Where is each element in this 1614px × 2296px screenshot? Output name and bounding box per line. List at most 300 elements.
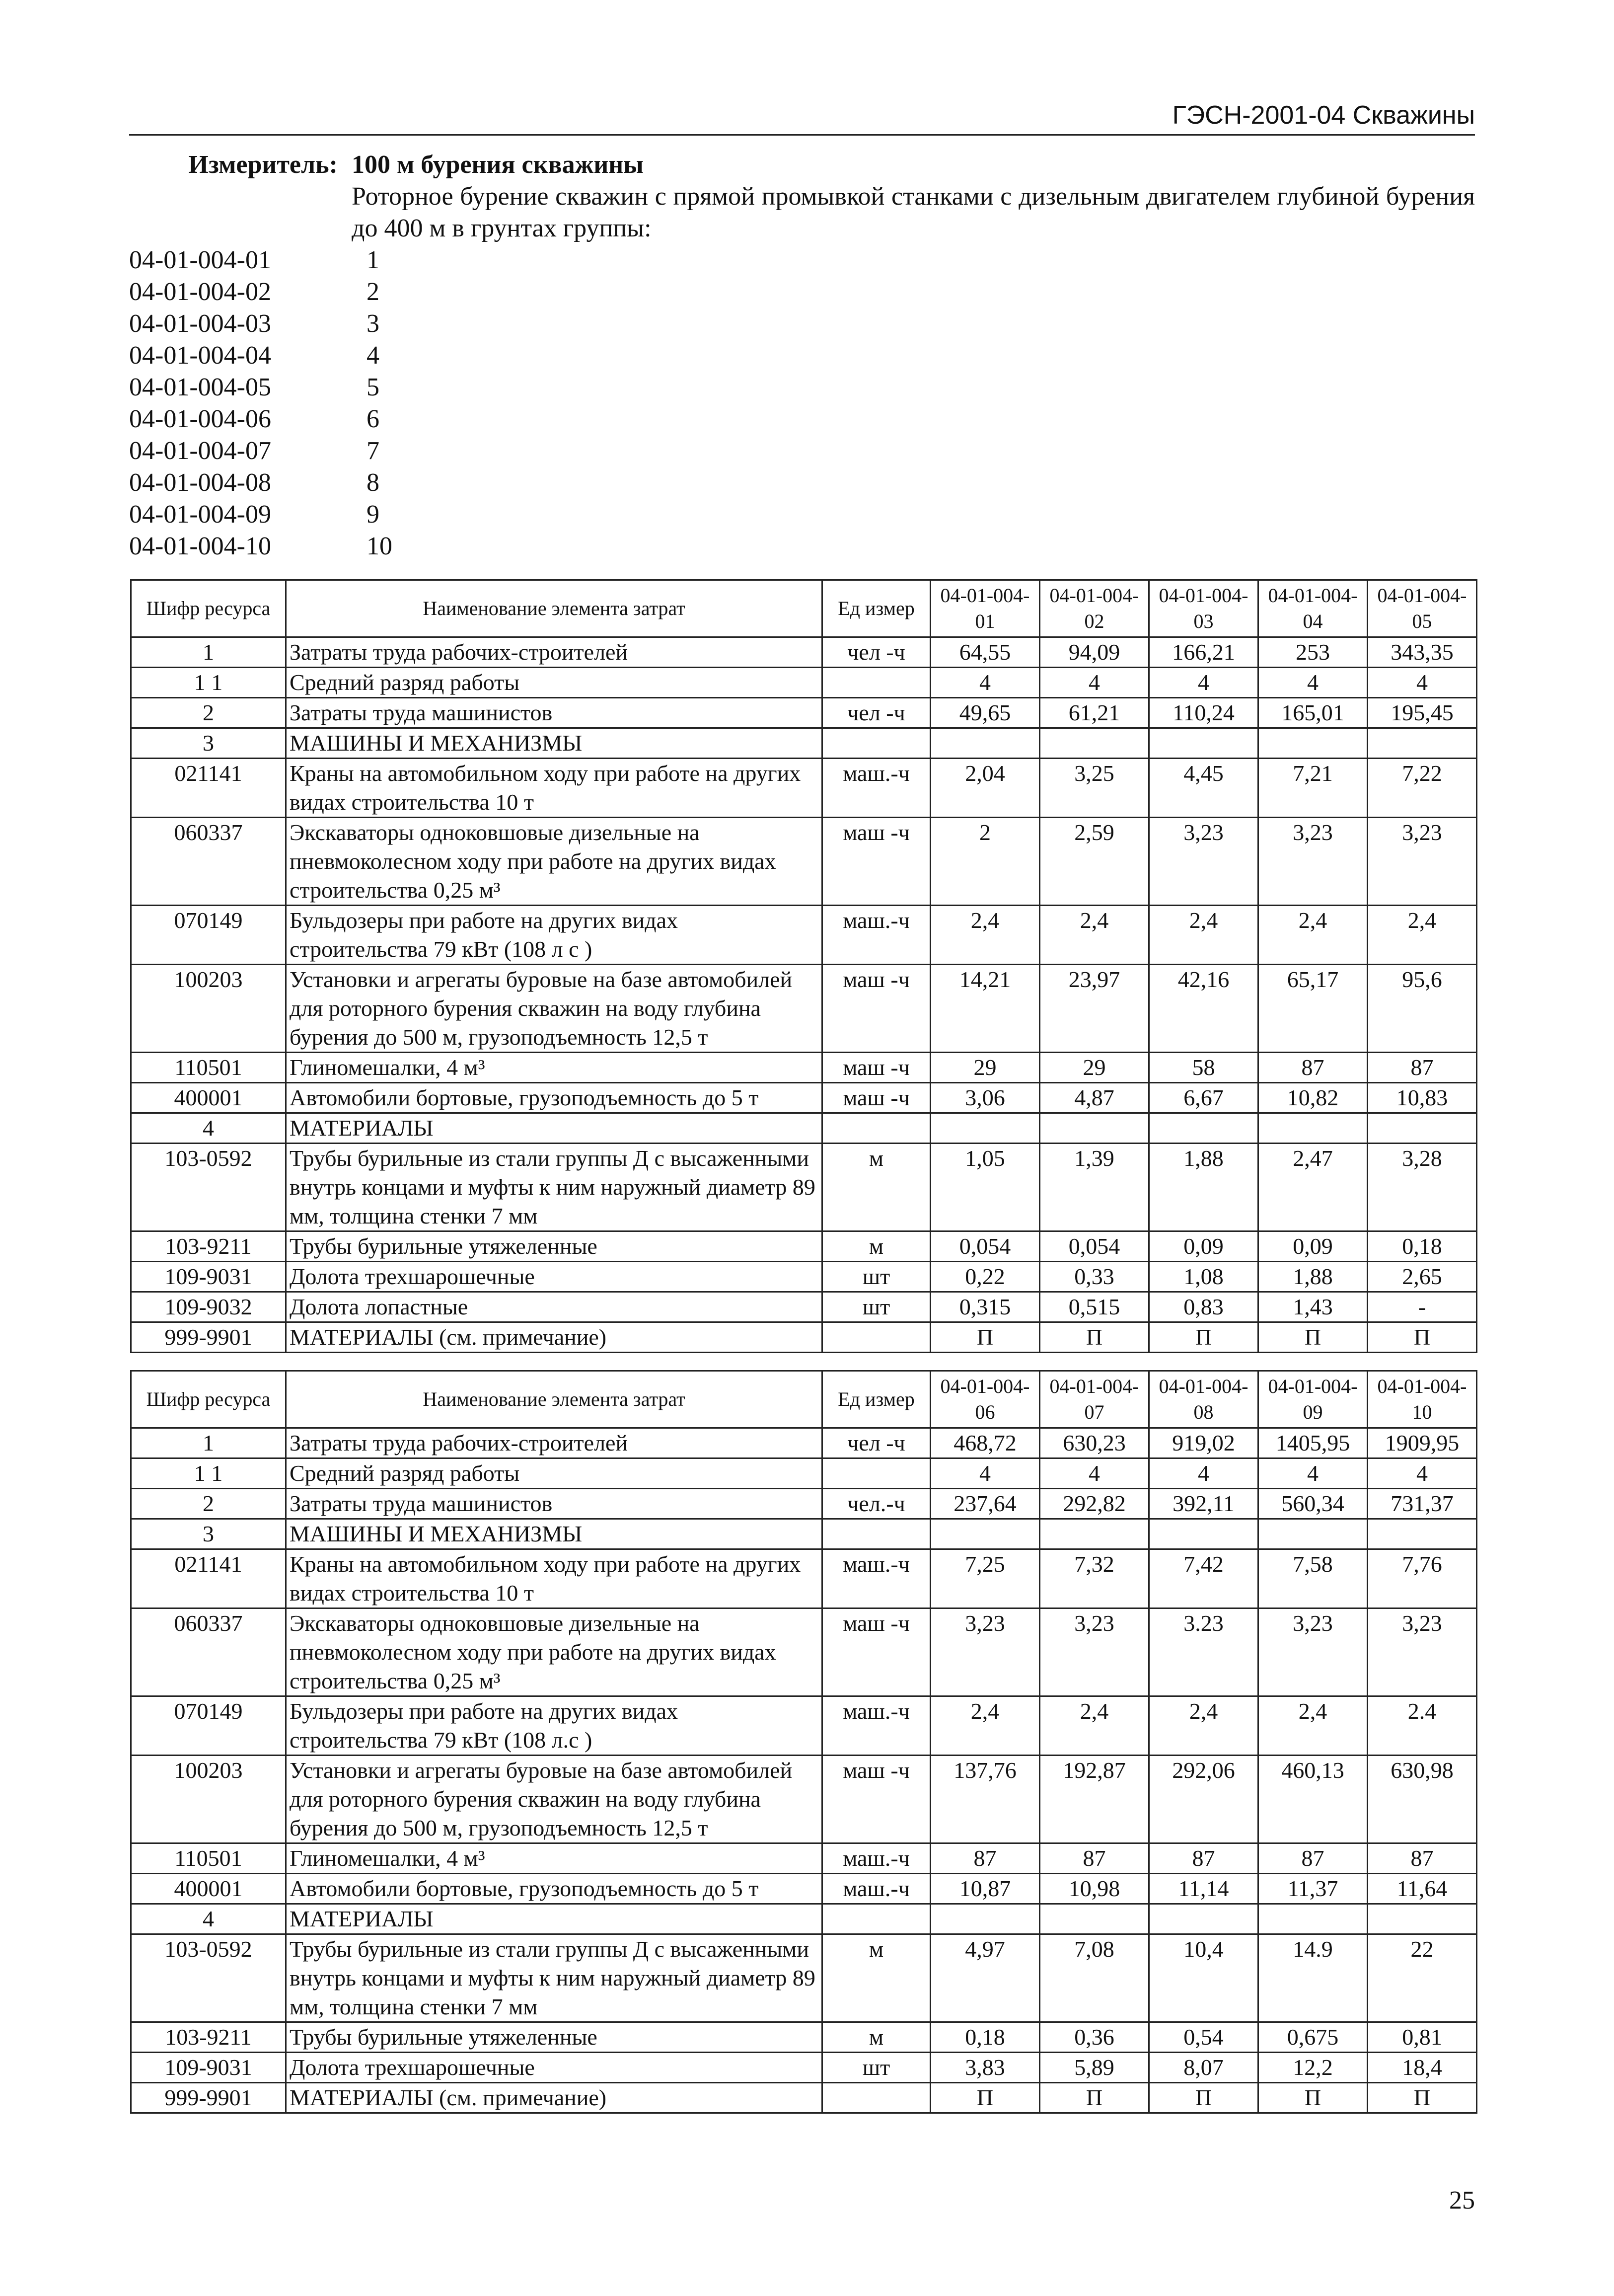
resource-row xyxy=(131,965,1477,1053)
resource-name: МАШИНЫ И МЕХАНИЗМЫ xyxy=(286,1519,822,1549)
resource-value: 87 xyxy=(1258,1053,1368,1083)
running-header xyxy=(129,99,1475,136)
resource-row xyxy=(131,1231,1477,1262)
resource-name: Краны на автомобильном ходу при работе на других видах строительства 10 т xyxy=(286,1549,822,1608)
resource-value: 3,23 xyxy=(1258,818,1368,906)
resource-value: 0,09 xyxy=(1258,1231,1368,1262)
resource-unit: шт xyxy=(822,2053,931,2083)
resource-unit: м xyxy=(822,1231,931,1262)
resource-unit xyxy=(822,728,931,759)
resource-name: Установки и агрегаты буровые на базе автомобилей для роторного бурения скважин на воду глубина бурения до 500 м, грузоподъемность 12,5 т xyxy=(286,965,822,1053)
resource-name: Долота лопастные xyxy=(286,1292,822,1322)
resource-value: 61,21 xyxy=(1040,698,1149,728)
resource-value: 2 xyxy=(931,818,1040,906)
resource-code: 021141 xyxy=(131,1549,286,1608)
intro-block xyxy=(129,149,1475,244)
resource-name: Затраты труда машинистов xyxy=(286,1489,822,1519)
resource-value: П xyxy=(1149,1322,1258,1353)
resource-value: 468,72 xyxy=(931,1428,1040,1458)
resource-value xyxy=(1258,728,1368,759)
resource-unit: чел -ч xyxy=(822,637,931,668)
resource-unit: маш -ч xyxy=(822,1053,931,1083)
resource-code: 3 xyxy=(131,1519,286,1549)
resource-value: 4 xyxy=(1040,1458,1149,1489)
resource-value: 0,315 xyxy=(931,1292,1040,1322)
resource-value xyxy=(931,1113,1040,1144)
soil-group: 1 xyxy=(367,246,379,274)
resource-value: 2,4 xyxy=(1149,906,1258,965)
norm-code: 04-01-004-10 xyxy=(129,532,271,560)
header-norm-code: 04-01-004-05 xyxy=(1368,580,1477,637)
resource-name: Трубы бурильные из стали группы Д с высаженными внутрь концами и муфты к ним наружный диаметр 89 мм, толщина стенки 7 мм xyxy=(286,1144,822,1231)
resource-value: 3,83 xyxy=(931,2053,1040,2083)
resource-value: 3.23 xyxy=(1149,1608,1258,1696)
code-list-item xyxy=(129,499,392,531)
resource-code: 109-9032 xyxy=(131,1292,286,1322)
resource-value xyxy=(1040,1904,1149,1934)
resource-value: 3,28 xyxy=(1368,1144,1477,1231)
resource-code: 1 1 xyxy=(131,668,286,698)
resource-row xyxy=(131,1428,1477,1458)
header-name: Наименование элемента затрат xyxy=(286,580,822,637)
header-unit: Ед измер xyxy=(822,1371,931,1428)
document-title: ГЭСН-2001-04 Скважины xyxy=(1172,101,1475,130)
resource-unit: маш -ч xyxy=(822,1756,931,1843)
resource-code: 1 xyxy=(131,1428,286,1458)
norm-code: 04-01-004-07 xyxy=(129,437,271,465)
resource-name: Долота трехшарошечные xyxy=(286,1262,822,1292)
resource-row xyxy=(131,1608,1477,1696)
resource-code: 999-9901 xyxy=(131,1322,286,1353)
resource-code: 100203 xyxy=(131,965,286,1053)
resource-row xyxy=(131,1934,1477,2022)
code-list-item xyxy=(129,372,392,403)
resource-value: 7,58 xyxy=(1258,1549,1368,1608)
resource-row xyxy=(131,1756,1477,1843)
resource-name: Трубы бурильные из стали группы Д с высаженными внутрь концами и муфты к ним наружный диаметр 89 мм, толщина стенки 7 мм xyxy=(286,1934,822,2022)
resource-value: 11,37 xyxy=(1258,1874,1368,1904)
resource-value: 3,25 xyxy=(1040,759,1149,818)
resource-value: 292,06 xyxy=(1149,1756,1258,1843)
resource-value: 1,08 xyxy=(1149,1262,1258,1292)
resource-value: 237,64 xyxy=(931,1489,1040,1519)
resource-row xyxy=(131,1843,1477,1874)
resource-row xyxy=(131,1083,1477,1113)
resource-code: 999-9901 xyxy=(131,2083,286,2113)
resource-value xyxy=(1368,1904,1477,1934)
resource-name: МАТЕРИАЛЫ xyxy=(286,1904,822,1934)
soil-group: 3 xyxy=(367,309,379,338)
resource-value: 4 xyxy=(931,668,1040,698)
resource-value: 42,16 xyxy=(1149,965,1258,1053)
norm-code: 04-01-004-01 xyxy=(129,246,271,274)
resource-name: Установки и агрегаты буровые на базе автомобилей для роторного бурения скважин на воду глубина бурения до 500 м, грузоподъемность 12,5 т xyxy=(286,1756,822,1843)
resource-value xyxy=(1368,1519,1477,1549)
resource-value: 1909,95 xyxy=(1368,1428,1477,1458)
soil-group: 5 xyxy=(367,373,379,401)
resource-name: МАТЕРИАЛЫ (см. примечание) xyxy=(286,2083,822,2113)
resource-value: 4 xyxy=(1368,1458,1477,1489)
norm-code: 04-01-004-02 xyxy=(129,278,271,306)
resource-value xyxy=(1368,728,1477,759)
resource-value: 14,21 xyxy=(931,965,1040,1053)
soil-group: 6 xyxy=(367,405,379,433)
resource-value: 2,4 xyxy=(1149,1696,1258,1756)
resource-value: П xyxy=(1040,1322,1149,1353)
resource-row xyxy=(131,698,1477,728)
header-norm-code: 04-01-004-06 xyxy=(931,1371,1040,1428)
resource-value: 0,675 xyxy=(1258,2022,1368,2053)
resource-value: 11,14 xyxy=(1149,1874,1258,1904)
resource-unit: шт xyxy=(822,1262,931,1292)
resource-name: МАШИНЫ И МЕХАНИЗМЫ xyxy=(286,728,822,759)
resource-name: Затраты труда машинистов xyxy=(286,698,822,728)
resource-unit: м xyxy=(822,1144,931,1231)
resource-name: Трубы бурильные утяжеленные xyxy=(286,2022,822,2053)
resource-value xyxy=(1040,728,1149,759)
resource-row xyxy=(131,2022,1477,2053)
resource-value: 731,37 xyxy=(1368,1489,1477,1519)
resource-value: 0,83 xyxy=(1149,1292,1258,1322)
resource-value: 49,65 xyxy=(931,698,1040,728)
resource-value: 65,17 xyxy=(1258,965,1368,1053)
resource-code: 103-9211 xyxy=(131,2022,286,2053)
header-norm-code: 04-01-004-04 xyxy=(1258,580,1368,637)
resource-value: 6,67 xyxy=(1149,1083,1258,1113)
resource-row xyxy=(131,906,1477,965)
resource-row xyxy=(131,1549,1477,1608)
resource-value xyxy=(1258,1113,1368,1144)
code-list-item xyxy=(129,531,392,562)
resource-value: 87 xyxy=(1368,1053,1477,1083)
resource-code: 400001 xyxy=(131,1083,286,1113)
resource-unit: маш -ч xyxy=(822,1608,931,1696)
resource-unit xyxy=(822,1904,931,1934)
resource-name: МАТЕРИАЛЫ (см. примечание) xyxy=(286,1322,822,1353)
resource-name: Краны на автомобильном ходу при работе на других видах строительства 10 т xyxy=(286,759,822,818)
resource-value: 87 xyxy=(1040,1843,1149,1874)
resource-value: П xyxy=(931,2083,1040,2113)
resource-value: 7,21 xyxy=(1258,759,1368,818)
code-list-item xyxy=(129,244,392,276)
resource-name: Бульдозеры при работе на других видах строительства 79 кВт (108 л с ) xyxy=(286,906,822,965)
resource-value: 0,33 xyxy=(1040,1262,1149,1292)
resource-code: 3 xyxy=(131,728,286,759)
soil-group: 8 xyxy=(367,468,379,497)
resource-value: 2,04 xyxy=(931,759,1040,818)
header-norm-code: 04-01-004-10 xyxy=(1368,1371,1477,1428)
resource-value: 2,4 xyxy=(1040,1696,1149,1756)
resource-value: 2,4 xyxy=(931,906,1040,965)
resource-value xyxy=(1149,1904,1258,1934)
resource-value: 192,87 xyxy=(1040,1756,1149,1843)
resource-row xyxy=(131,2083,1477,2113)
resource-name: Автомобили бортовые, грузоподъемность до 5 т xyxy=(286,1874,822,1904)
resource-row xyxy=(131,1292,1477,1322)
resource-value: 165,01 xyxy=(1258,698,1368,728)
resource-unit xyxy=(822,1519,931,1549)
resource-value: 560,34 xyxy=(1258,1489,1368,1519)
resource-value: 2,47 xyxy=(1258,1144,1368,1231)
resource-name: Трубы бурильные утяжеленные xyxy=(286,1231,822,1262)
resource-code: 4 xyxy=(131,1904,286,1934)
resource-value: 14.9 xyxy=(1258,1934,1368,2022)
resource-value xyxy=(1040,1519,1149,1549)
resource-unit: маш.-ч xyxy=(822,1549,931,1608)
resource-value: 1,43 xyxy=(1258,1292,1368,1322)
code-list-item xyxy=(129,308,392,340)
resource-value xyxy=(1258,1519,1368,1549)
page-number: 25 xyxy=(1449,2186,1475,2215)
resource-name: Автомобили бортовые, грузоподъемность до 5 т xyxy=(286,1083,822,1113)
resource-value xyxy=(1368,1113,1477,1144)
resource-code: 110501 xyxy=(131,1053,286,1083)
resource-row xyxy=(131,818,1477,906)
resource-value: П xyxy=(1149,2083,1258,2113)
resource-unit xyxy=(822,668,931,698)
resource-unit: маш.-ч xyxy=(822,1874,931,1904)
resource-name: Затраты труда рабочих-строителей xyxy=(286,1428,822,1458)
resource-value: 87 xyxy=(931,1843,1040,1874)
resource-value: 630,23 xyxy=(1040,1428,1149,1458)
resource-value: 0,54 xyxy=(1149,2022,1258,2053)
resource-unit xyxy=(822,1113,931,1144)
resource-row xyxy=(131,1489,1477,1519)
resource-value: 3,23 xyxy=(1258,1608,1368,1696)
resource-value: 4,87 xyxy=(1040,1083,1149,1113)
resource-value: 1405,95 xyxy=(1258,1428,1368,1458)
header-norm-code: 04-01-004-01 xyxy=(931,580,1040,637)
resource-row xyxy=(131,1874,1477,1904)
resource-value: 7,32 xyxy=(1040,1549,1149,1608)
resource-value: 0,22 xyxy=(931,1262,1040,1292)
resource-unit: м xyxy=(822,2022,931,2053)
resource-row xyxy=(131,2053,1477,2083)
header-norm-code: 04-01-004-07 xyxy=(1040,1371,1149,1428)
resource-code: 1 1 xyxy=(131,1458,286,1489)
resource-code: 060337 xyxy=(131,1608,286,1696)
section-heading-row xyxy=(131,1113,1477,1144)
code-list-item xyxy=(129,467,392,499)
resource-value: 3,06 xyxy=(931,1083,1040,1113)
resource-value: 4 xyxy=(1149,1458,1258,1489)
resource-code: 060337 xyxy=(131,818,286,906)
resource-value: 87 xyxy=(1368,1843,1477,1874)
resource-value: 94,09 xyxy=(1040,637,1149,668)
code-list-item xyxy=(129,435,392,467)
resource-value: 95,6 xyxy=(1368,965,1477,1053)
resource-value: 58 xyxy=(1149,1053,1258,1083)
resource-unit: шт xyxy=(822,1292,931,1322)
resource-name: Экскаваторы одноковшовые дизельные на пневмоколесном ходу при работе на других видах строительства 0,25 м³ xyxy=(286,818,822,906)
resource-unit: маш.-ч xyxy=(822,906,931,965)
resource-value: 29 xyxy=(1040,1053,1149,1083)
resource-value: - xyxy=(1368,1292,1477,1322)
resource-value: 2,4 xyxy=(1040,906,1149,965)
soil-group: 9 xyxy=(367,500,379,529)
resource-value: 253 xyxy=(1258,637,1368,668)
resource-unit: маш.-ч xyxy=(822,1696,931,1756)
resource-value: 1,05 xyxy=(931,1144,1040,1231)
resource-value: 2,4 xyxy=(1258,906,1368,965)
resource-value: 87 xyxy=(1258,1843,1368,1874)
resource-value: 137,76 xyxy=(931,1756,1040,1843)
resource-value: 10,83 xyxy=(1368,1083,1477,1113)
resource-unit: маш.-ч xyxy=(822,1843,931,1874)
header-code: Шифр ресурса xyxy=(131,580,286,637)
resource-name: Экскаваторы одноковшовые дизельные на пневмоколесном ходу при работе на других видах строительства 0,25 м³ xyxy=(286,1608,822,1696)
resource-table-1 xyxy=(130,579,1477,1353)
soil-group: 10 xyxy=(367,532,392,560)
resource-value: 11,64 xyxy=(1368,1874,1477,1904)
resource-value: 195,45 xyxy=(1368,698,1477,728)
code-list-item xyxy=(129,276,392,308)
resource-row xyxy=(131,1144,1477,1231)
norm-code: 04-01-004-08 xyxy=(129,468,271,497)
resource-code: 110501 xyxy=(131,1843,286,1874)
resource-value: 392,11 xyxy=(1149,1489,1258,1519)
resource-unit: маш -ч xyxy=(822,1083,931,1113)
resource-name: Долота трехшарошечные xyxy=(286,2053,822,2083)
resource-row xyxy=(131,1696,1477,1756)
resource-value: 1,39 xyxy=(1040,1144,1149,1231)
resource-value: П xyxy=(1040,2083,1149,2113)
resource-value: 0,18 xyxy=(931,2022,1040,2053)
resource-row xyxy=(131,637,1477,668)
resource-value: 4,45 xyxy=(1149,759,1258,818)
resource-code: 4 xyxy=(131,1113,286,1144)
resource-row xyxy=(131,1458,1477,1489)
table-header-row xyxy=(131,580,1477,637)
resource-value: 4 xyxy=(1040,668,1149,698)
resource-value: 343,35 xyxy=(1368,637,1477,668)
resource-value xyxy=(931,1904,1040,1934)
resource-value: 0,18 xyxy=(1368,1231,1477,1262)
resource-value: 166,21 xyxy=(1149,637,1258,668)
resource-code: 103-0592 xyxy=(131,1144,286,1231)
resource-value: П xyxy=(931,1322,1040,1353)
table-header-row xyxy=(131,1371,1477,1428)
resource-value: 4 xyxy=(1258,668,1368,698)
resource-name: Средний разряд работы xyxy=(286,1458,822,1489)
section-heading-row xyxy=(131,1519,1477,1549)
resource-unit: маш -ч xyxy=(822,965,931,1053)
resource-table-2 xyxy=(130,1370,1477,2114)
header-unit: Ед измер xyxy=(822,580,931,637)
measure-value: 100 м бурения скважины xyxy=(352,151,644,179)
resource-value: 4,97 xyxy=(931,1934,1040,2022)
resource-value: 0,81 xyxy=(1368,2022,1477,2053)
norm-code: 04-01-004-09 xyxy=(129,500,271,529)
resource-value: 7,08 xyxy=(1040,1934,1149,2022)
resource-value: П xyxy=(1258,2083,1368,2113)
resource-value: 87 xyxy=(1149,1843,1258,1874)
resource-name: Глиномешалки, 4 м³ xyxy=(286,1053,822,1083)
norm-code: 04-01-004-05 xyxy=(129,373,271,401)
resource-value: 7,25 xyxy=(931,1549,1040,1608)
resource-value: 3,23 xyxy=(1040,1608,1149,1696)
resource-value: 10,82 xyxy=(1258,1083,1368,1113)
resource-code: 2 xyxy=(131,698,286,728)
resource-value: 4 xyxy=(1149,668,1258,698)
resource-value: 3,23 xyxy=(931,1608,1040,1696)
header-norm-code: 04-01-004-02 xyxy=(1040,580,1149,637)
resource-row xyxy=(131,1322,1477,1353)
resource-row xyxy=(131,1053,1477,1083)
resource-code: 103-0592 xyxy=(131,1934,286,2022)
resource-unit: чел.-ч xyxy=(822,1489,931,1519)
resource-code: 109-9031 xyxy=(131,2053,286,2083)
header-name: Наименование элемента затрат xyxy=(286,1371,822,1428)
resource-value: 3,23 xyxy=(1368,1608,1477,1696)
resource-value: 12,2 xyxy=(1258,2053,1368,2083)
work-description: Роторное бурение скважин с прямой промывкой станками с дизельным двигателем глубиной бурения до 400 м в грунтах группы: xyxy=(352,182,1475,242)
resource-value: 460,13 xyxy=(1258,1756,1368,1843)
resource-value: 0,09 xyxy=(1149,1231,1258,1262)
resource-value xyxy=(931,728,1040,759)
resource-value: 5,89 xyxy=(1040,2053,1149,2083)
section-heading-row xyxy=(131,728,1477,759)
resource-value: 919,02 xyxy=(1149,1428,1258,1458)
resource-value: 4 xyxy=(1258,1458,1368,1489)
header-code: Шифр ресурса xyxy=(131,1371,286,1428)
resource-value: 8,07 xyxy=(1149,2053,1258,2083)
header-norm-code: 04-01-004-08 xyxy=(1149,1371,1258,1428)
resource-value: 630,98 xyxy=(1368,1756,1477,1843)
resource-value: 10,98 xyxy=(1040,1874,1149,1904)
resource-code: 070149 xyxy=(131,1696,286,1756)
resource-value: 64,55 xyxy=(931,637,1040,668)
resource-value: 22 xyxy=(1368,1934,1477,2022)
resource-value: 0,515 xyxy=(1040,1292,1149,1322)
resource-row xyxy=(131,1262,1477,1292)
resource-code: 1 xyxy=(131,637,286,668)
resource-value: 10,87 xyxy=(931,1874,1040,1904)
header-norm-code: 04-01-004-03 xyxy=(1149,580,1258,637)
resource-value: 292,82 xyxy=(1040,1489,1149,1519)
resource-code: 070149 xyxy=(131,906,286,965)
resource-code: 400001 xyxy=(131,1874,286,1904)
soil-group: 2 xyxy=(367,278,379,306)
resource-value xyxy=(1040,1113,1149,1144)
resource-value: 2,65 xyxy=(1368,1262,1477,1292)
resource-unit xyxy=(822,1322,931,1353)
resource-value: 23,97 xyxy=(1040,965,1149,1053)
resource-value: 2.4 xyxy=(1368,1696,1477,1756)
header-norm-code: 04-01-004-09 xyxy=(1258,1371,1368,1428)
resource-value: 29 xyxy=(931,1053,1040,1083)
measure-label: Измеритель: xyxy=(188,151,338,179)
norm-code: 04-01-004-03 xyxy=(129,309,271,338)
resource-value: 7,22 xyxy=(1368,759,1477,818)
resource-name: Затраты труда рабочих-строителей xyxy=(286,637,822,668)
resource-value: П xyxy=(1258,1322,1368,1353)
resource-value: 18,4 xyxy=(1368,2053,1477,2083)
resource-name: Средний разряд работы xyxy=(286,668,822,698)
resource-value: П xyxy=(1368,1322,1477,1353)
resource-value: 2,4 xyxy=(1368,906,1477,965)
resource-value xyxy=(1149,1519,1258,1549)
resource-value xyxy=(1258,1904,1368,1934)
resource-name: Глиномешалки, 4 м³ xyxy=(286,1843,822,1874)
resource-value: 0,36 xyxy=(1040,2022,1149,2053)
soil-group: 4 xyxy=(367,341,379,370)
resource-row xyxy=(131,759,1477,818)
resource-name: МАТЕРИАЛЫ xyxy=(286,1113,822,1144)
resource-value: 7,42 xyxy=(1149,1549,1258,1608)
resource-code: 2 xyxy=(131,1489,286,1519)
resource-value: П xyxy=(1368,2083,1477,2113)
